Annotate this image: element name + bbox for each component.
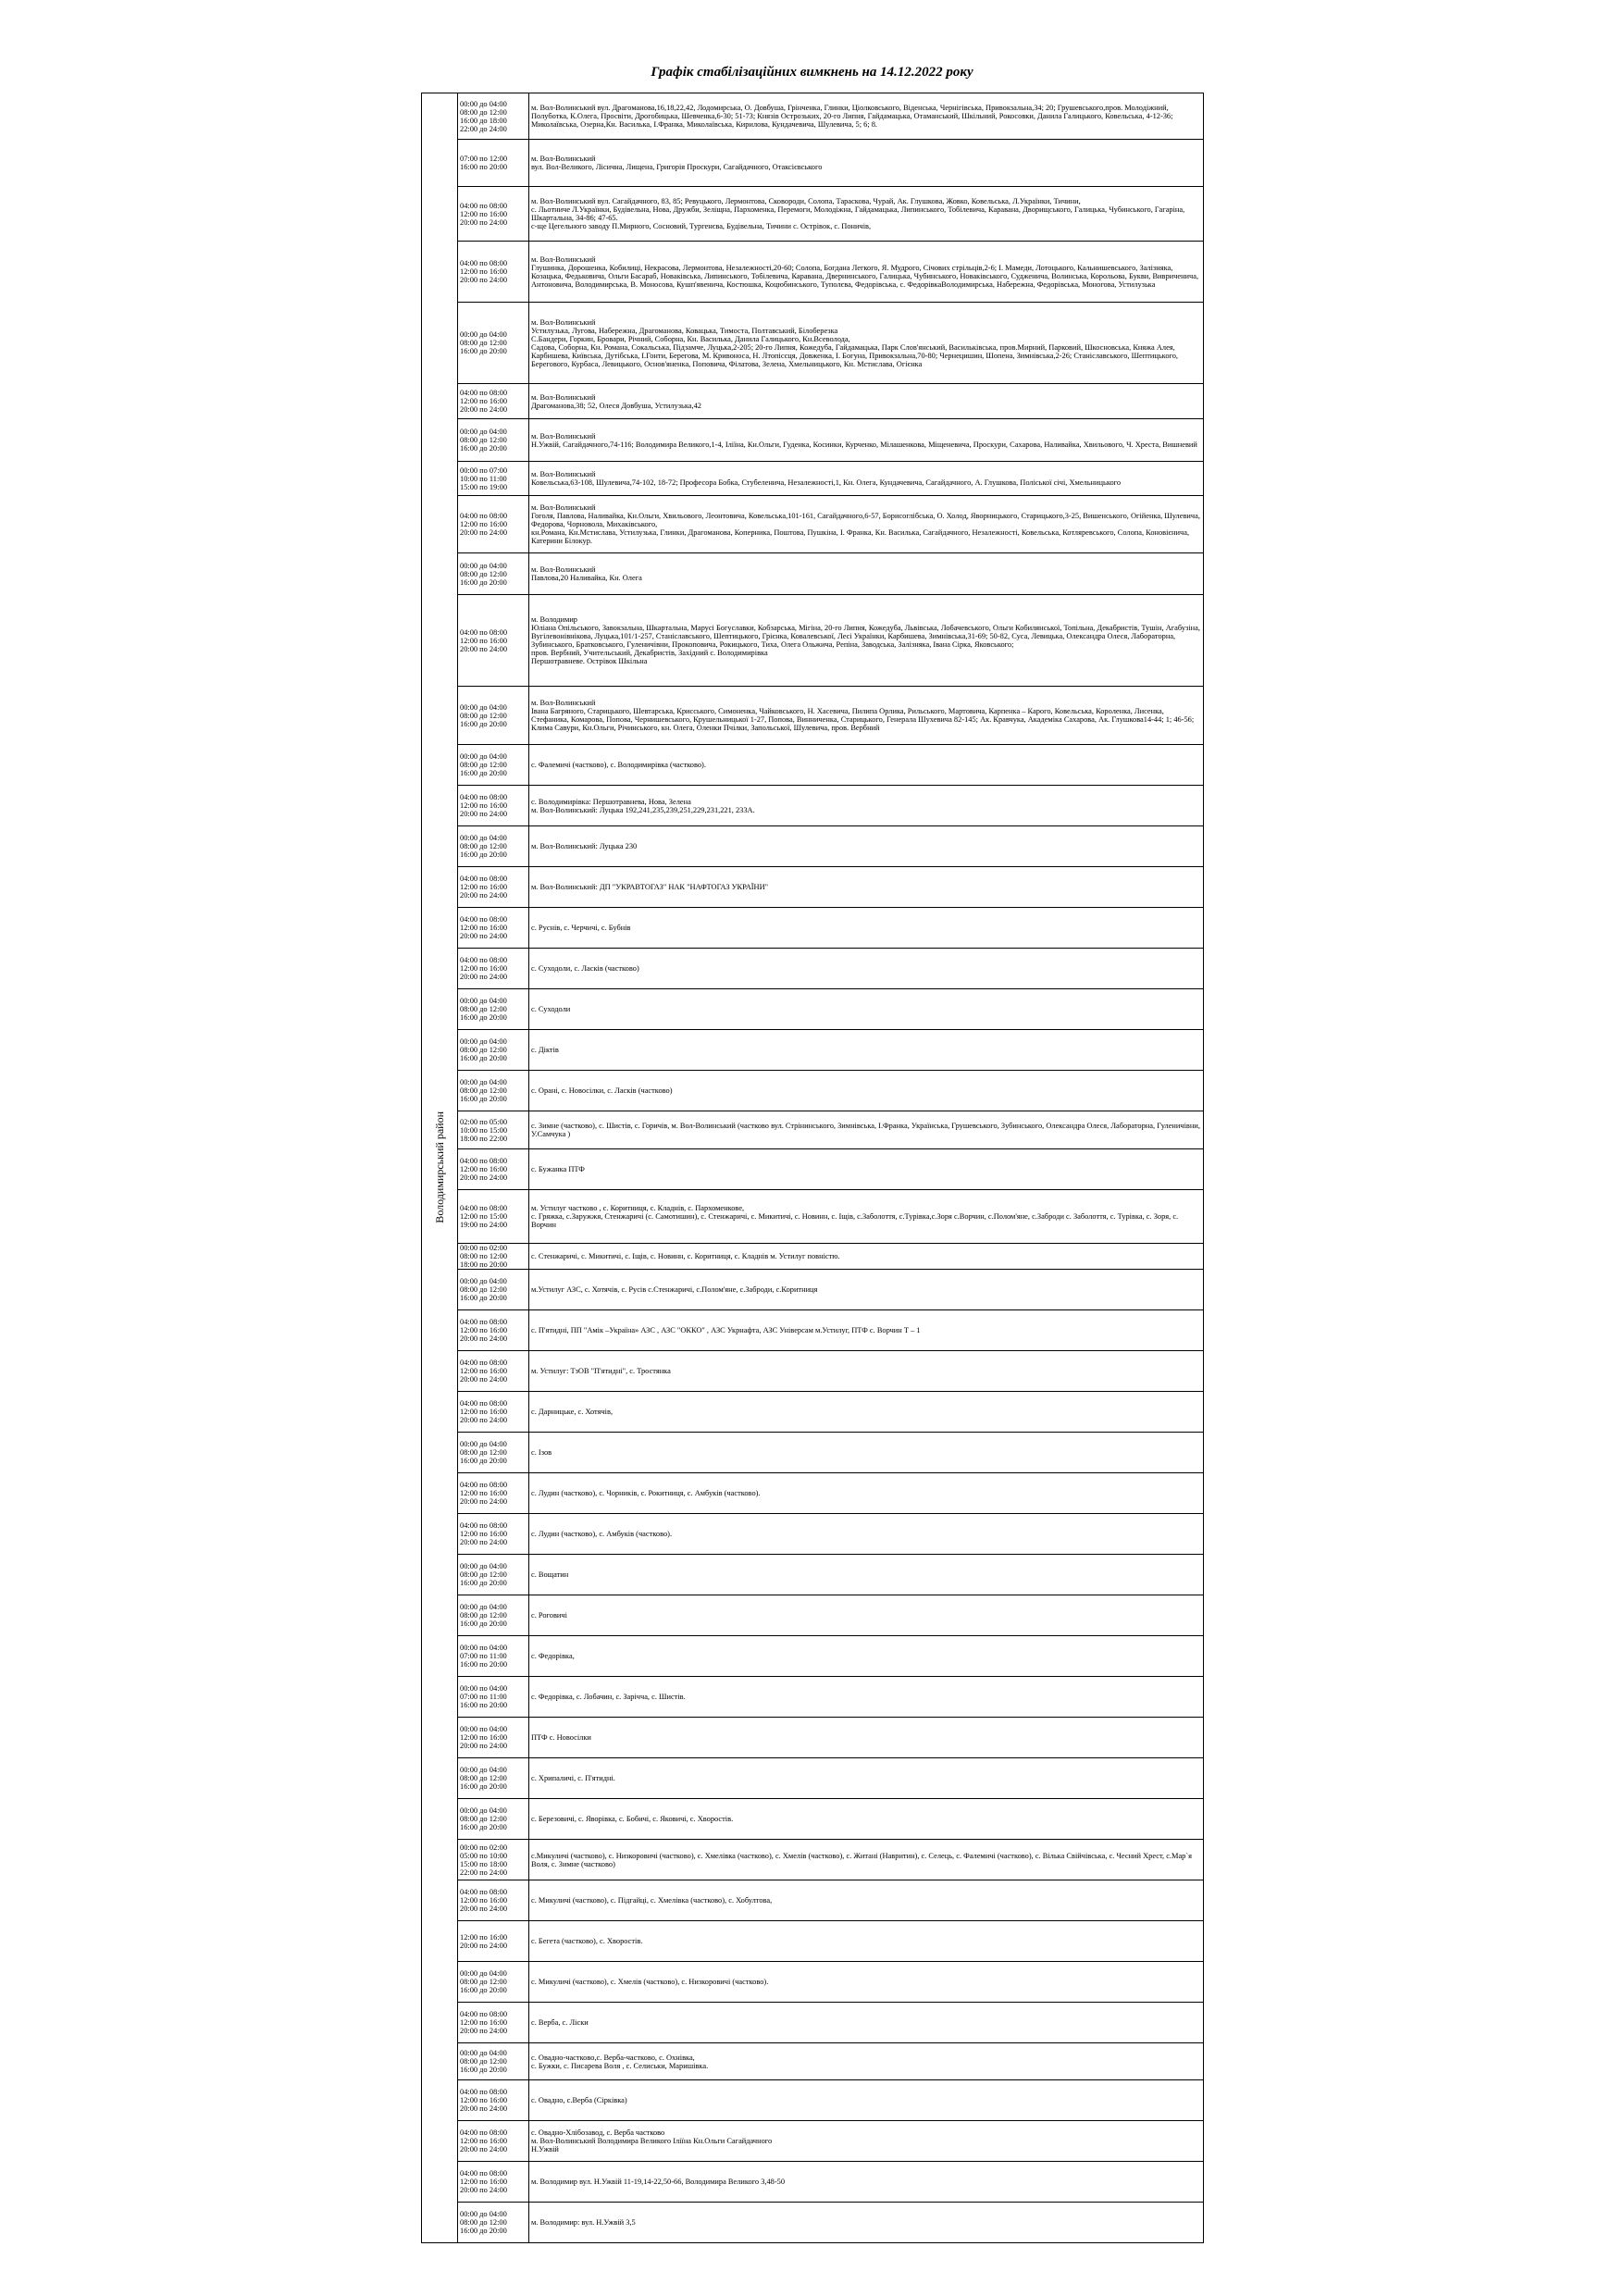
table-row (422, 1071, 1204, 1111)
table-row (422, 1718, 1204, 1758)
table-row (422, 1310, 1204, 1351)
addresses-cell: с. Роговичі (529, 1595, 1204, 1636)
addresses-cell: м. Володимир вул. Н.Ужвій 11-19,14-22,50-66, Володимира Великого 3,48-50 (529, 2162, 1204, 2203)
outage-times-cell: 04:00 по 08:00 12:00 по 16:00 20:00 по 24:00 (458, 1351, 529, 1392)
table-row (422, 867, 1204, 908)
outage-times-cell: 00:00 до 04:00 08:00 до 12:00 16:00 до 20:00 (458, 1595, 529, 1636)
outage-times-cell: 00:00 до 04:00 08:00 до 12:00 16:00 до 20:00 (458, 989, 529, 1030)
outage-times-cell: 00:00 до 04:00 08:00 до 12:00 16:00 до 20:00 (458, 1555, 529, 1595)
addresses-cell: с. Федорівка, с. Лобачин, с. Зарічча, с. Шистів. (529, 1677, 1204, 1718)
table-row (422, 826, 1204, 867)
table-row (422, 687, 1204, 745)
addresses-cell: с. Зимне (частково), с. Шистів, с. Горичів, м. Вол-Волинський (частково вул. Стрінинського, Зимнівська, І.Франка, Українська, Грушевського, Зубинського, Олександра Олеся, Лабораторна, Гуленичівни, У.Самчука ) (529, 1111, 1204, 1149)
addresses-cell: с. Хрипаличі, с. П'ятидні. (529, 1758, 1204, 1799)
table-row (422, 2003, 1204, 2043)
outage-times-cell: 04:00 по 08:00 12:00 по 16:00 20:00 по 24:00 (458, 2121, 529, 2162)
outage-times-cell: 00:00 до 04:00 08:00 до 12:00 16:00 до 20:00 (458, 826, 529, 867)
addresses-cell: с. Володимирівка: Першотравнева, Нова, Зелена м. Вол-Волинський: Луцька 192,241,235,239,251,229,231,221, 233А. (529, 786, 1204, 826)
table-row (422, 1758, 1204, 1799)
table-row (422, 1030, 1204, 1071)
outage-times-cell: 04:00 по 08:00 12:00 по 16:00 20:00 по 24:00 (458, 496, 529, 553)
outage-times-cell: 00:00 до 04:00 08:00 до 12:00 16:00 до 20:00 (458, 553, 529, 595)
table-row (422, 1149, 1204, 1190)
table-row (422, 2203, 1204, 2243)
table-row (422, 2162, 1204, 2203)
outage-times-cell: 04:00 по 08:00 12:00 по 16:00 20:00 по 24:00 (458, 595, 529, 687)
table-row (422, 1473, 1204, 1514)
outage-times-cell: 00:00 до 04:00 08:00 до 12:00 16:00 до 20:00 (458, 2043, 529, 2080)
addresses-cell: ПТФ с. Новосілки (529, 1718, 1204, 1758)
table-row (422, 1962, 1204, 2003)
table-row (422, 2043, 1204, 2080)
table-row (422, 1270, 1204, 1310)
outage-times-cell: 00:00 до 04:00 08:00 до 12:00 16:00 до 20:00 (458, 745, 529, 786)
table-row (422, 2080, 1204, 2121)
outage-times-cell: 04:00 по 08:00 12:00 по 16:00 20:00 по 24:00 (458, 786, 529, 826)
table-row (422, 1433, 1204, 1473)
addresses-cell: с.Микуличі (частково), с. Низкоровичі (частково), с. Хмелівка (частково), с. Хмелів (частково), с. Житані (Навритин), с. Селець, с. Фалемичі (частково), с. Вілька Свійчівська, с. Чесний Хрест, с.Мар`я Воля, с. Зимне (частково) (529, 1840, 1204, 1880)
outage-times-cell: 04:00 по 08:00 12:00 по 16:00 20:00 по 24:00 (458, 908, 529, 949)
addresses-cell: м. Вол-Волинський Глушинка, Дорошенка, Кобилиці, Некрасова, Лермонтова, Незалежності,20-60; Солопа, Богдана Легкого, Я. Мудрого, Січових стрільців,2-6; І. Мамеди, Лотоцького, Кальнишевського, Залізняка, Козацька, Федьковича, Ольги Басараб, Новаківська, Липинського, Тобілевича, Каравана, Двернинського, Галицька, Чубинського, Новаківського, Судженича, Волинська, Корольова, Букви, Вивриченича, Антоновича, Володимирська, В. Моносова, Кушп'явенича, Костюшка, Коцюбинського, Туполєва, Федорівська, с. ФедорівкаВолодимирська, Набережна, Федорівська, Моногова, Устилузька (529, 242, 1204, 303)
addresses-cell: м. Вол-Волинський Драгоманова,38; 52, Олеся Довбуша, Устилузька,42 (529, 384, 1204, 419)
addresses-cell: с. Березовичі, с. Яворівка, с. Бобичі, с. Яковичі, с. Хворостів. (529, 1799, 1204, 1840)
addresses-cell: с. Діктів (529, 1030, 1204, 1071)
table-row (422, 496, 1204, 553)
addresses-cell: м. Вол-Волинський вул. Драгоманова,16,18,22,42, Лодомирська, О. Довбуша, Грінченка, Глинки, Ціолковського, Віденська, Чернігівська, Привокзальна,34; 20; Грушевського,пров. Молодіжний, Полуботка, К.Олега, Просвіти, Дрогобицька, Шевченка,6-30; 51-73; Князів Острозьких, 20-го Липня, Гайдамацька, Отаманський, Шкільний, Рокосовки, Данила Галицького, Ковельська, 4-12-36; Миколаївська, Озерна,Кн. Василька, І.Франка, Миколаївська, Кирилова, Кундачевича, Шулевича, 5; 6; 8. (529, 93, 1204, 140)
table-row (422, 553, 1204, 595)
outage-times-cell: 04:00 по 08:00 12:00 по 16:00 20:00 по 24:00 (458, 949, 529, 989)
addresses-cell: м.Устилуг АЗС, с. Хотячів, с. Русів с.Стенжаричі, с.Полом'яне, с.Заброди, с.Коритниця (529, 1270, 1204, 1310)
table-row (422, 949, 1204, 989)
table-row (422, 1392, 1204, 1433)
table-row (422, 187, 1204, 242)
outage-times-cell: 00:00 до 04:00 08:00 до 12:00 16:00 до 20:00 (458, 1433, 529, 1473)
addresses-cell: м. Вол-Волинський Н.Ужвій, Сагайдачного,74-116; Володимира Великого,1-4, Іліїна, Кн.Ольги, Гуденка, Косинки, Курченко, Мілашенкова, Міщеневича, Проскури, Сахарова, Наливайка, Хвильового, Ч. Хреста, Вишневий (529, 419, 1204, 462)
table-row (422, 1880, 1204, 1921)
outage-times-cell: 00:00 до 04:00 08:00 до 12:00 16:00 до 20:00 (458, 303, 529, 384)
addresses-cell: м. Вол-Волинський Павлова,20 Наливайка, Кн. Олега (529, 553, 1204, 595)
addresses-cell: с. Суходоли (529, 989, 1204, 1030)
addresses-cell: с. Фалемичі (частково), с. Володимирівка (частково). (529, 745, 1204, 786)
addresses-cell: м. Устилуг частково , с. Коритниця, с. Кладнів, с. Пархоменкове, с. Гряжка, с.Заружжя, Стенжаричі (с. Самотишин), с. Стенжаричі, с. Микитичі, с. Новинн, с. Іщів, с.Заболоття, с.Турівка,с.Зоря с.Ворчин, с.Полом'яне, с.Заброди с. Заболоття, с. Турівка, с. Зоря, с. Ворчин (529, 1190, 1204, 1244)
table-row (422, 1111, 1204, 1149)
table-row (422, 384, 1204, 419)
outage-times-cell: 00:00 по 04:00 07:00 по 11:00 16:00 по 20:00 (458, 1636, 529, 1677)
addresses-cell: м. Устилуг: ТзОВ "П'ятидні", с. Тростянка (529, 1351, 1204, 1392)
region-cell (422, 93, 458, 2243)
outage-times-cell: 07:00 по 12:00 16:00 по 20:00 (458, 140, 529, 187)
table-row (422, 140, 1204, 187)
table-row (422, 1514, 1204, 1555)
addresses-cell: м. Вол-Волинський вул. Сагайдачного, 83, 85; Ревуцького, Лермонтова, Сковороди, Солопа, Тараскова, Чурай, Ак. Глушкова, Жовко, Ковельська, Л.Українки, Тичини, с. Льотниче Л.Українки, Будівельна, Нова, Дружби, Зеліщна, Пархоменка, Перемоги, Молодіжна, Гайдамацька, Липинського, Тобілевича, Каравана, Дворищського, Галицька, Чубинського, Гагаріна, Шкартальна, 34-86; 47-65. с-ще Цегельного заводу П.Мирного, Сосновий, Тургенєва, Будівельна, Тичини с. Острівок, с. Поничів, (529, 187, 1204, 242)
table-row (422, 462, 1204, 496)
table-row (422, 1921, 1204, 1962)
outage-times-cell: 04:00 по 08:00 12:00 по 16:00 20:00 по 24:00 (458, 2080, 529, 2121)
addresses-cell: с. Суходоли, с. Ласків (частково) (529, 949, 1204, 989)
outage-times-cell: 00:00 по 02:00 08:00 по 12:00 18:00 по 20:00 (458, 1244, 529, 1270)
outage-times-cell: 12:00 по 16:00 20:00 по 24:00 (458, 1921, 529, 1962)
outage-times-cell: 00:00 по 04:00 12:00 по 16:00 20:00 по 24:00 (458, 1718, 529, 1758)
outage-times-cell: 04:00 по 08:00 12:00 по 16:00 20:00 по 24:00 (458, 187, 529, 242)
table-row (422, 1351, 1204, 1392)
outage-times-cell: 00:00 до 04:00 08:00 до 12:00 16:00 до 20:00 (458, 1758, 529, 1799)
outage-times-cell: 00:00 до 04:00 08:00 до 12:00 16:00 до 20:00 (458, 1799, 529, 1840)
table-row (422, 1677, 1204, 1718)
outage-times-cell: 00:00 по 04:00 07:00 по 11:00 16:00 по 20:00 (458, 1677, 529, 1718)
outage-times-cell: 00:00 до 04:00 08:00 до 12:00 16:00 до 20:00 (458, 1962, 529, 2003)
table-row (422, 1799, 1204, 1840)
table-row (422, 1840, 1204, 1880)
outage-times-cell: 00:00 до 04:00 08:00 до 12:00 16:00 до 20:00 (458, 1030, 529, 1071)
addresses-cell: с. Овадно, с.Верба (Сірківка) (529, 2080, 1204, 2121)
outage-times-cell: 00:00 по 02:00 05:00 по 10:00 15:00 по 18:00 22:00 по 24:00 (458, 1840, 529, 1880)
addresses-cell: м. Вол-Волинський вул. Вол-Великого, Лісична, Лищена, Григорія Проскури, Сагайдачного, Отаксієвського (529, 140, 1204, 187)
outage-times-cell: 00:00 до 04:00 08:00 до 12:00 16:00 до 20:00 (458, 687, 529, 745)
outage-times-cell: 04:00 по 08:00 12:00 по 16:00 20:00 по 24:00 (458, 1310, 529, 1351)
outage-times-cell: 04:00 по 08:00 12:00 по 16:00 20:00 по 24:00 (458, 1392, 529, 1433)
addresses-cell: м. Вол-Волинський Івана Багряного, Старицького, Шевтарська, Крисського, Симоненка, Чайковського, Н. Хасевича, Пилипа Орлика, Рильського, Мартовича, Карпенка – Карого, Ковельська, Короленка, Лисенка, Стефаника, Комарова, Попова, Чернишевського, Крушельницької 1-27, Попова, Винниченка, Старицького, Генерала Шухевича 82-145; Ак. Кравчука, Академіка Сахарова, Ак. Глушкова14-44; 1; 46-56; Клима Савури, Кн.Ольги, Річинського, кн. Олега, Оленки Пчілки, Запольської, Шулевича, пров. Вербний (529, 687, 1204, 745)
addresses-cell: с. Микуличі (частково), с. Підгайці, с. Хмелівка (частково), с. Хобултова, (529, 1880, 1204, 1921)
table-row (422, 1595, 1204, 1636)
addresses-cell: с. Овадно-Хлібозавод, с. Верба частково м. Вол-Волинський Володимира Великого Іліїна Кн.Ольги Сагайдачного Н.Ужвій (529, 2121, 1204, 2162)
addresses-cell: с. Стенжаричі, с. Микитичі, с. Іщів, с. Новинн, с. Коритниця, с. Кладнів м. Устилуг повністю. (529, 1244, 1204, 1270)
outage-times-cell: 04:00 по 08:00 12:00 по 16:00 20:00 по 24:00 (458, 1514, 529, 1555)
addresses-cell: с. П'ятидні, ПП "Амік –Україна» АЗС , АЗС "ОККО" , АЗС Укрнафта, АЗС Універсам м.Устилуг, ПТФ с. Ворчин Т – 1 (529, 1310, 1204, 1351)
outage-times-cell: 04:00 по 08:00 12:00 по 16:00 20:00 по 24:00 (458, 867, 529, 908)
outage-times-cell: 04:00 по 08:00 12:00 по 16:00 20:00 по 24:00 (458, 2162, 529, 2203)
outage-times-cell: 00:00 до 04:00 08:00 до 12:00 16:00 до 20:00 (458, 1270, 529, 1310)
table-row (422, 595, 1204, 687)
schedule-table (421, 93, 1204, 2243)
addresses-cell: с. Орані, с. Новосілки, с. Ласків (частково) (529, 1071, 1204, 1111)
addresses-cell: с. Бегета (частково), с. Хворостів. (529, 1921, 1204, 1962)
outage-times-cell: 04:00 по 08:00 12:00 по 16:00 20:00 по 24:00 (458, 242, 529, 303)
outage-times-cell: 04:00 по 08:00 12:00 по 16:00 20:00 по 24:00 (458, 384, 529, 419)
addresses-cell: с. Вощатин (529, 1555, 1204, 1595)
addresses-cell: с. Федорівка, (529, 1636, 1204, 1677)
addresses-cell: с. Лудин (частково), с. Чорників, с. Рокитниця, с. Амбуків (частково). (529, 1473, 1204, 1514)
outage-times-cell: 00:00 по 07:00 10:00 по 11:00 15:00 по 19:00 (458, 462, 529, 496)
addresses-cell: с. Микуличі (частково), с. Хмелів (частково), с. Низкоровичі (частково). (529, 1962, 1204, 2003)
outage-times-cell: 04:00 по 08:00 12:00 по 16:00 20:00 по 24:00 (458, 1880, 529, 1921)
addresses-cell: с. Верба, с. Ліски (529, 2003, 1204, 2043)
addresses-cell: с. Бужанка ПТФ (529, 1149, 1204, 1190)
outage-times-cell: 00:00 до 04:00 08:00 до 12:00 16:00 до 20:00 (458, 419, 529, 462)
outage-times-cell: 02:00 по 05:00 10:00 по 15:00 18:00 по 22:00 (458, 1111, 529, 1149)
addresses-cell: с. Лудин (частково), с. Амбуків (частково). (529, 1514, 1204, 1555)
addresses-cell: с. Дарницьке, с. Хотячів, (529, 1392, 1204, 1433)
table-row (422, 242, 1204, 303)
addresses-cell: м. Володимир Юліана Опільського, Завокзальна, Шкартальна, Марусі Богуславки, Кобзарська, Мігіна, 20-го Липня, Кожедуба, Львівська, Лобачевського, Ольги Кобилянської, Топільна, Декабристів, Тушін, Агабузіна, Вугілевонівнікова, Луцька,101/1-257, Станіславського, Шептицького, Грієнка, Ковалевської, Лесі Українки, Карбишева, Зимнівська,31-69; 50-82, Суса, Левицька, Олександра Олеся, Лабораторна, Зубинського, Братковського, Гуленичівни, Прокоповича, Рокицького, Тиха, Олега Ольжича, Репіна, Заводська, Залізняка, Івана Сірка, Яковського; пров. Вербний, Учительський, Декабристів, Західний с. Володимирівка Першотравневе. Острівок Шкільна (529, 595, 1204, 687)
addresses-cell: с. Ізов (529, 1433, 1204, 1473)
addresses-cell: м. Вол-Волинський: Луцька 230 (529, 826, 1204, 867)
outage-times-cell: 00:00 до 04:00 08:00 до 12:00 16:00 до 18:00 22:00 до 24:00 (458, 93, 529, 140)
table-row (422, 1636, 1204, 1677)
outage-times-cell: 04:00 по 08:00 12:00 по 15:00 19:00 по 24:00 (458, 1190, 529, 1244)
table-row (422, 93, 1204, 140)
table-row (422, 1244, 1204, 1270)
table-row (422, 303, 1204, 384)
addresses-cell: м. Вол-Волинський Устилузька, Лугова, Набережна, Драгоманова, Ковацька, Тимоста, Полтавський, Білоберезка С.Бандери, Горкин, Бровари, Річний, Соборна, Кн. Василька, Данила Галицького, Кн.Всеволода, Садова, Соборна, Кн. Романа, Сокальська, Підзамче, Луцька,2-205; 20-го Липня, Кожедуба, Гайдамацька, Парк Слов'янський, Васильківська, пров.Мирний, Парковий, Шкосновська, Княжа Алея, Карбишева, Київська, Дутібська, І.Гонти, Берегова, М. Кривоноса, Н. Лтопіссця, Довженка, І. Богуна, Привокзальна,70-80; Чернецишин, Шопена, Зимнівська,2-26; Станіславського, Шептицького, Берегового, Курбаса, Левицького, Основ'яненка, Поповича, Філатова, Зелена, Хмельницького, Кн. Мстислава, Огієнка (529, 303, 1204, 384)
outage-times-cell: 00:00 до 04:00 08:00 до 12:00 16:00 до 20:00 (458, 1071, 529, 1111)
outage-times-cell: 04:00 по 08:00 12:00 по 16:00 20:00 по 24:00 (458, 1149, 529, 1190)
addresses-cell: м. Володимир: вул. Н.Ужвій 3,5 (529, 2203, 1204, 2243)
addresses-cell: м. Вол-Волинський Гоголя, Павлова, Наливайка, Кн.Ольги, Хвильового, Леонтовича, Ковельська,101-161, Сагайдачного,6-57, Борисоглібська, О. Холод, Яворницького, Старицького,3-25, Вишенського, Огійенка, Шулевича, Федорова, Чорновола, Михаківського, кн.Романа, Кн.Мстислава, Устилузька, Глинки, Драгоманова, Коперника, Поштова, Пушкіна, І. Франка, Кн. Василька, Сагайдачного, Незалежності, Ковельська, Котляревського, Солопа, Коновієнича, Катерини Білокур. (529, 496, 1204, 553)
addresses-cell: м. Вол-Волинський Ковельська,63-108, Шулевича,74-102, 18-72; Професора Бобка, Стубеленича, Незалежності,1, Кн. Олега, Кундачевича, Сагайдачного, А. Глушкова, Поліської січі, Хмельницького (529, 462, 1204, 496)
table-row (422, 2121, 1204, 2162)
table-row (422, 1555, 1204, 1595)
table-row (422, 989, 1204, 1030)
outage-times-cell: 00:00 до 04:00 08:00 до 12:00 16:00 до 20:00 (458, 2203, 529, 2243)
outage-times-cell: 04:00 по 08:00 12:00 по 16:00 20:00 по 24:00 (458, 2003, 529, 2043)
table-row (422, 1190, 1204, 1244)
table-row (422, 419, 1204, 462)
table-row (422, 908, 1204, 949)
addresses-cell: м. Вол-Волинський: ДП "УКРАВТОГАЗ" НАК "НАФТОГАЗ УКРАЇНИ" (529, 867, 1204, 908)
region-label: Володимирський район (432, 1111, 446, 1223)
outage-times-cell: 04:00 по 08:00 12:00 по 16:00 20:00 по 24:00 (458, 1473, 529, 1514)
page-title: Графік стабілізаційних вимкнень на 14.12.2022 року (651, 65, 973, 80)
addresses-cell: с. Руснів, с. Черчичі, с. Бубнів (529, 908, 1204, 949)
table-row (422, 745, 1204, 786)
table-row (422, 786, 1204, 826)
addresses-cell: с. Овадно-частково,с. Верба-частково, с. Охнівка, с. Бужки, с. Писарева Воля , с. Селиськи, Маришівка. (529, 2043, 1204, 2080)
